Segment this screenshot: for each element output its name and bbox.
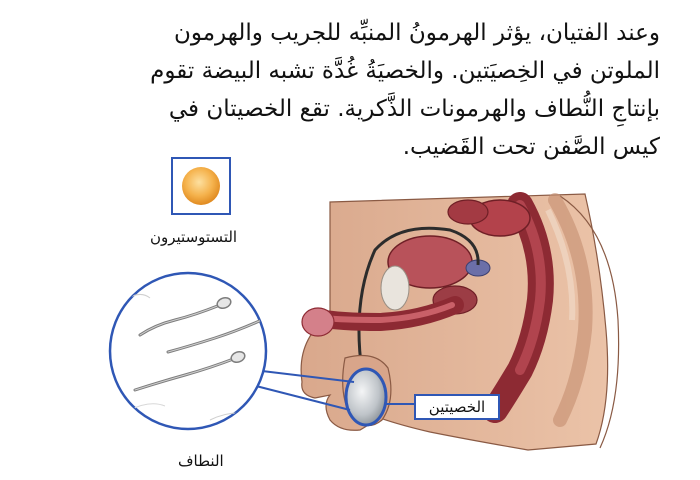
sperm-magnified-icon xyxy=(110,273,276,429)
testosterone-label: التستوستيرون xyxy=(150,228,238,246)
sperm-label: النطاف xyxy=(178,452,224,470)
testosterone-icon xyxy=(172,158,230,214)
paragraph-line-4: كيس الصَّفن تحت القَضيب. xyxy=(402,134,660,160)
paragraph-line-3: بإنتاجِ النُّطاف والهرمونات الذَّكرية. تقع الخصيتان في xyxy=(168,96,660,122)
testes-label: الخصيتين xyxy=(414,394,500,420)
paragraph-line-1: وعند الفتيان، يؤثر الهرمونُ المنبِّه للجريب والهرمون xyxy=(173,20,660,46)
testis-icon xyxy=(346,369,386,425)
paragraph-line-2: الملوتن في الخِصيَتين. والخصيَةُ غُدَّة تشبه البيضة تقوم xyxy=(150,58,660,84)
